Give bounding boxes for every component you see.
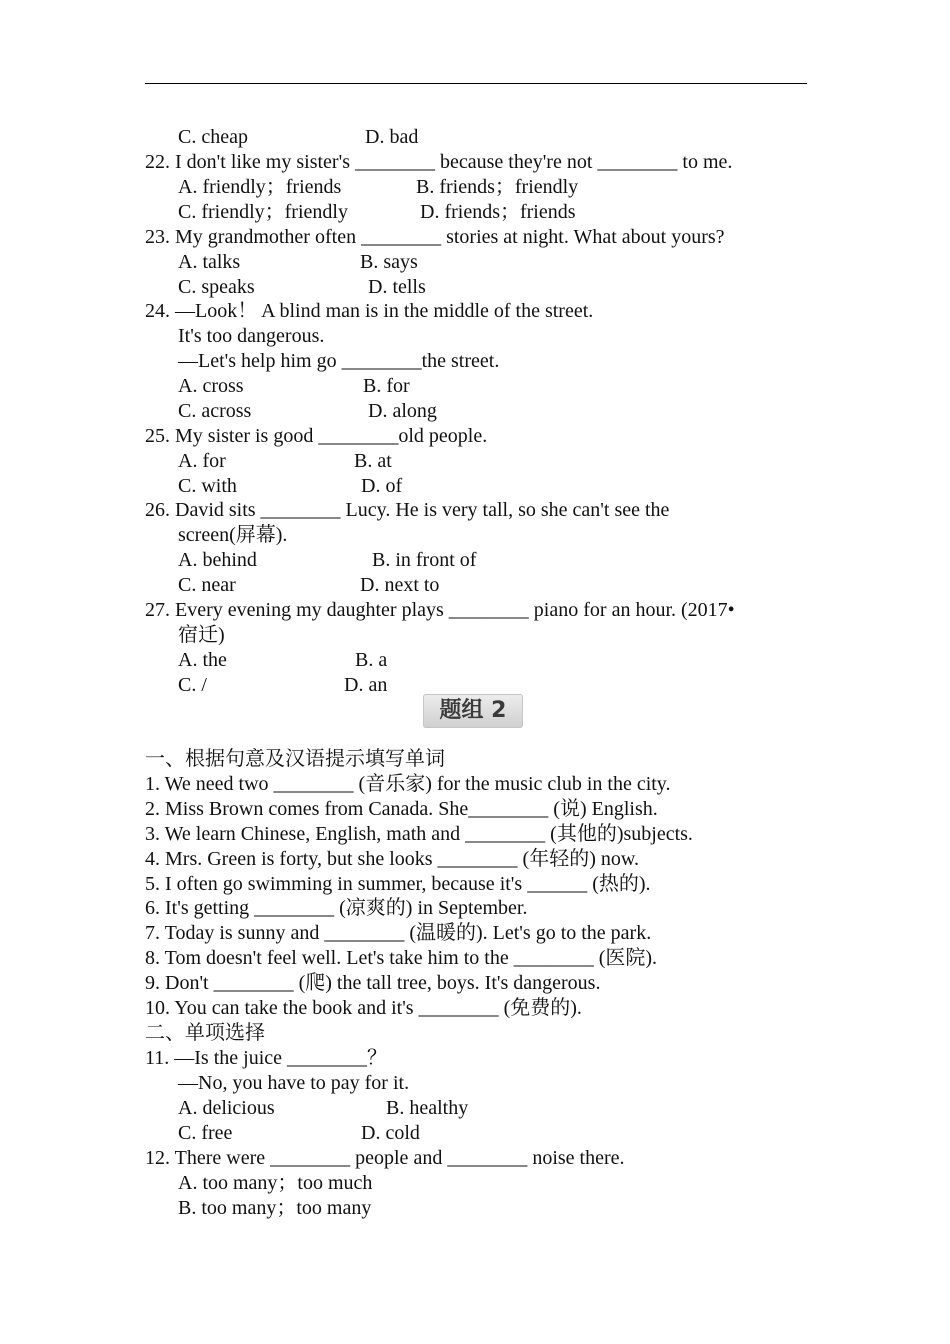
group-badge: 题组 2 [423,694,523,728]
q24-option-c: C. across [178,400,252,422]
q22-option-c: C. friendly；friendly [178,201,348,223]
q26-stem-line2: screen(屏幕). [178,524,288,546]
q24-stem-line1: 24. —Look！ A blind man is in the middle of the street. [145,300,594,322]
q11-option-c: C. free [178,1122,233,1144]
q25-option-a: A. for [178,450,226,472]
q11-stem-line1: 11. —Is the juice ________？ [145,1047,388,1069]
header-rule [145,83,807,84]
q25-option-b: B. at [354,450,392,472]
q24-option-b: B. for [363,375,410,397]
q12-option-a: A. too many；too much [178,1172,373,1194]
q22-option-a: A. friendly；friends [178,176,342,198]
fill-item-6: 6. It's getting ________ (凉爽的) in September. [145,897,528,919]
q23-option-d: D. tells [368,276,426,298]
q26-option-c: C. near [178,574,236,596]
q24-stem-line3: —Let's help him go ________the street. [178,350,500,372]
q27-option-a: A. the [178,649,227,671]
fill-item-1: 1. We need two ________ (音乐家) for the music club in the city. [145,773,671,795]
q27-option-d: D. an [344,674,388,696]
q22-option-b: B. friends；friendly [416,176,579,198]
q11-option-d: D. cold [361,1122,420,1144]
q22-option-d: D. friends；friends [420,201,576,223]
q11-option-b: B. healthy [386,1097,469,1119]
q12-stem: 12. There were ________ people and ________ noise there. [145,1147,625,1169]
fill-item-10: 10. You can take the book and it's ________ (免费的). [145,997,582,1019]
q11-stem-line2: —No, you have to pay for it. [178,1072,410,1094]
q27-option-b: B. a [355,649,388,671]
q24-stem-line2: It's too dangerous. [178,325,325,347]
section2-heading: 二、单项选择 [145,1022,265,1044]
fill-item-8: 8. Tom doesn't feel well. Let's take him to the ________ (医院). [145,947,658,969]
q25-option-d: D. of [361,475,403,497]
q12-option-b: B. too many；too many [178,1197,372,1219]
q11-option-a: A. delicious [178,1097,275,1119]
fill-item-7: 7. Today is sunny and ________ (温暖的). Let's go to the park. [145,922,652,944]
q26-option-d: D. next to [360,574,440,596]
q27-stem-line1: 27. Every evening my daughter plays ________ piano for an hour. (2017• [145,599,735,621]
q23-option-b: B. says [360,251,418,273]
q21-option-c: C. cheap [178,126,248,148]
q23-stem: 23. My grandmother often ________ stories at night. What about yours? [145,226,725,248]
section1-heading: 一、根据句意及汉语提示填写单词 [145,748,445,770]
fill-item-3: 3. We learn Chinese, English, math and ________ (其他的)subjects. [145,823,693,845]
q26-option-a: A. behind [178,549,257,571]
fill-item-5: 5. I often go swimming in summer, because it's ______ (热的). [145,873,651,895]
q27-option-c: C. / [178,674,207,696]
q22-stem: 22. I don't like my sister's ________ because they're not ________ to me. [145,151,733,173]
q27-stem-line2: 宿迁) [178,624,225,646]
fill-item-4: 4. Mrs. Green is forty, but she looks ________ (年轻的) now. [145,848,640,870]
fill-item-2: 2. Miss Brown comes from Canada. She________ (说) English. [145,798,658,820]
q25-option-c: C. with [178,475,237,497]
fill-item-9: 9. Don't ________ (爬) the tall tree, boys. It's dangerous. [145,972,601,994]
q24-option-d: D. along [368,400,437,422]
q25-stem: 25. My sister is good ________old people. [145,425,488,447]
q21-option-d: D. bad [365,126,419,148]
q26-stem-line1: 26. David sits ________ Lucy. He is very tall, so she can't see the [145,499,670,521]
q23-option-c: C. speaks [178,276,255,298]
q26-option-b: B. in front of [372,549,477,571]
q23-option-a: A. talks [178,251,241,273]
q24-option-a: A. cross [178,375,244,397]
